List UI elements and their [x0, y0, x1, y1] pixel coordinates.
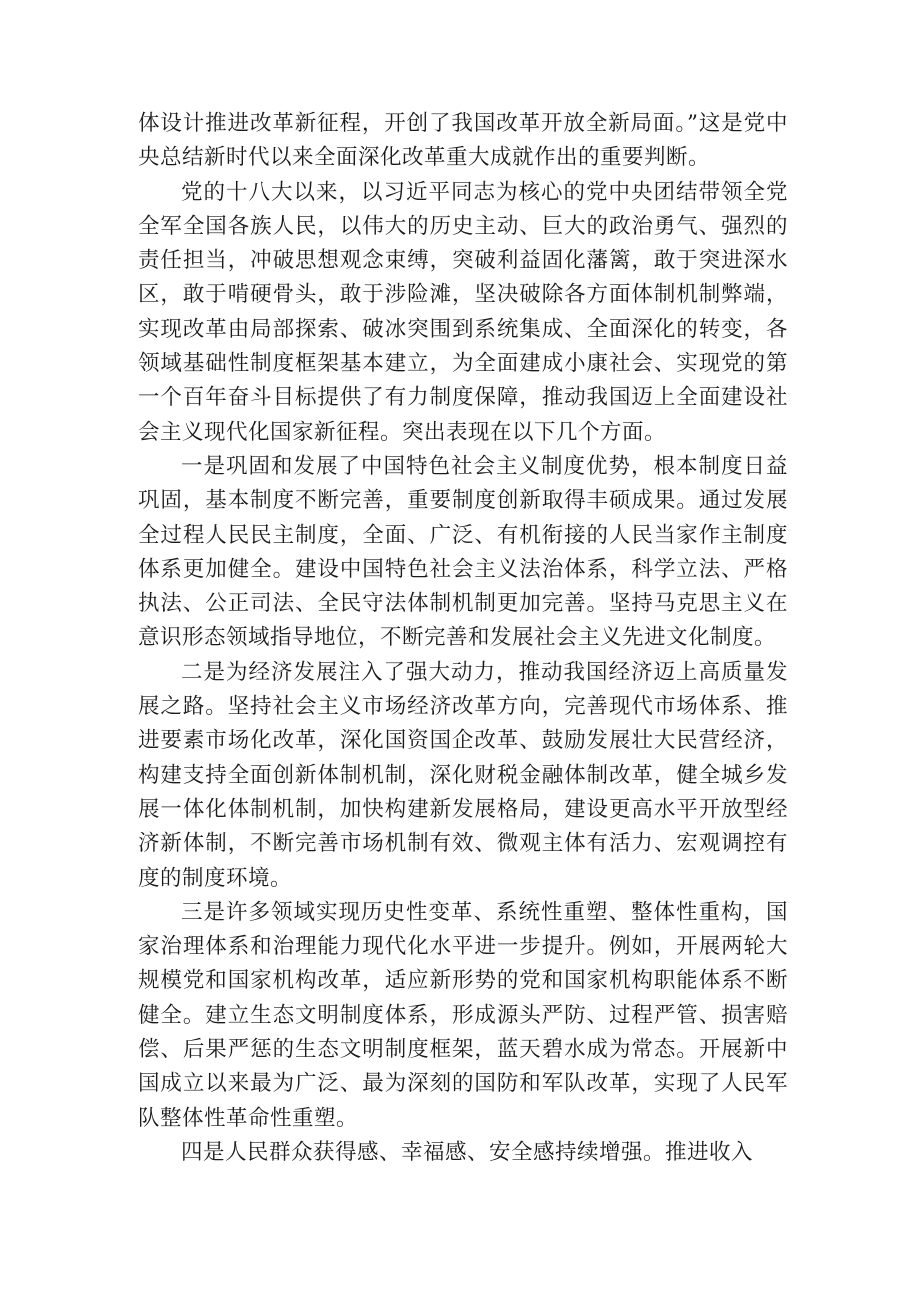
paragraph-point-two: 二是为经济发展注入了强大动力，推动我国经济迈上高质量发展之路。坚持社会主义市场经济改革方向，完善现代市场体系、推进要素市场化改革，深化国资国企改革、鼓励发展壮大民营经济，构建支持全面创新体制机制，深化财税金融体制改革，健全城乡发展一体化体制机制，加快构建新发展格局，建设更高水平开放型经济新体制，不断完善市场机制有效、微观主体有活力、宏观调控有度的制度环境。: [138, 659, 788, 891]
paragraph-point-three: 三是许多领域实现历史性变革、系统性重塑、整体性重构，国家治理体系和治理能力现代化水平进一步提升。例如，开展两轮大规模党和国家机构改革，适应新形势的党和国家机构职能体系不断健全。建立生态文明制度体系，形成源头严防、过程严管、损害赔偿、后果严惩的生态文明制度框架，蓝天碧水成为常态。开展新中国成立以来最为广泛、最为深刻的国防和军队改革，实现了人民军队整体性革命性重塑。: [138, 899, 788, 1131]
paragraph-point-one: 一是巩固和发展了中国特色社会主义制度优势，根本制度日益巩固，基本制度不断完善，重要制度创新取得丰硕成果。通过发展全过程人民民主制度，全面、广泛、有机衔接的人民当家作主制度体系更加健全。建设中国特色社会主义法治体系，科学立法、严格执法、公正司法、全民守法体制机制更加完善。坚持马克思主义在意识形态领域指导地位，不断完善和发展社会主义先进文化制度。: [138, 453, 788, 651]
paragraph-intro: 党的十八大以来，以习近平同志为核心的党中央团结带领全党全军全国各族人民，以伟大的历史主动、巨大的政治勇气、强烈的责任担当，冲破思想观念束缚，突破利益固化藩篱，敢于突进深水区，敢于啃硬骨头，敢于涉险滩，坚决破除各方面体制机制弊端，实现改革由局部探索、破冰突围到系统集成、全面深化的转变，各领域基础性制度框架基本建立，为全面建成小康社会、实现党的第一个百年奋斗目标提供了有力制度保障，推动我国迈上全面建设社会主义现代化国家新征程。突出表现在以下几个方面。: [138, 179, 788, 445]
paragraph-continuation: 体设计推进改革新征程，开创了我国改革开放全新局面。”这是党中央总结新时代以来全面深化改革重大成就作出的重要判断。: [138, 111, 788, 171]
paragraph-point-four: 四是人民群众获得感、幸福感、安全感持续增强。推进收入: [181, 1139, 754, 1165]
document-body: [138, 107, 788, 1170]
